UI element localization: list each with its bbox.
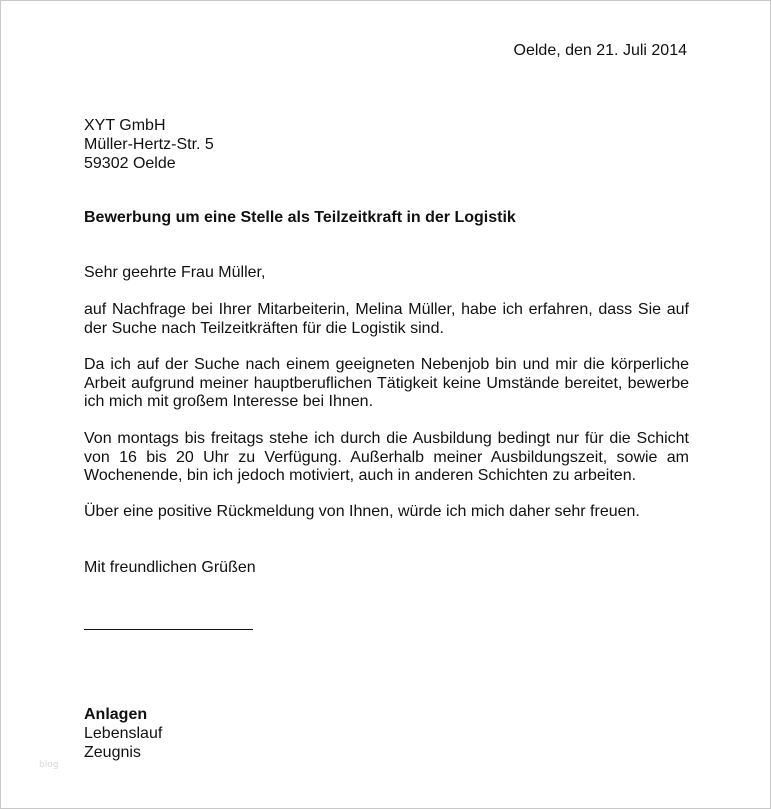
attachment-item: Zeugnis bbox=[84, 744, 141, 761]
attachments-block bbox=[84, 706, 162, 763]
recipient-address bbox=[84, 117, 214, 174]
recipient-city: 59302 Oelde bbox=[84, 155, 176, 172]
letter-date: Oelde, den 21. Juli 2014 bbox=[513, 42, 687, 59]
recipient-company: XYT GmbH bbox=[84, 117, 166, 134]
body-paragraph-2: Da ich auf der Suche nach einem geeigneten Nebenjob bin und mir die körperliche Arbeit aufgrund meiner hauptberuflichen Tätigkeit keine Umstände bereitet, bewerbe ich mich mit großem Interesse bei Ihnen. bbox=[84, 356, 689, 410]
letter-subject: Bewerbung um eine Stelle als Teilzeitkraft in der Logistik bbox=[84, 209, 516, 226]
attachment-item: Lebenslauf bbox=[84, 725, 163, 742]
letter-closing: Mit freundlichen Grüßen bbox=[84, 559, 256, 576]
attachments-heading: Anlagen bbox=[84, 706, 148, 723]
recipient-street: Müller-Hertz-Str. 5 bbox=[84, 136, 214, 153]
letter-salutation: Sehr geehrte Frau Müller, bbox=[84, 264, 266, 281]
signature-line bbox=[84, 629, 253, 630]
watermark: blog bbox=[39, 760, 59, 770]
body-paragraph-4: Über eine positive Rückmeldung von Ihnen, würde ich mich daher sehr freuen. bbox=[84, 503, 640, 520]
body-paragraph-3: Von montags bis freitags stehe ich durch die Ausbildung bedingt nur für die Schicht von 16 bis 20 Uhr zu Verfügung. Außerhalb meiner Ausbildungszeit, sowie am Wochenende, bin ich jedoch motiviert, auch in anderen Schichten zu arbeiten. bbox=[84, 430, 689, 484]
body-paragraph-1: auf Nachfrage bei Ihrer Mitarbeiterin, Melina Müller, habe ich erfahren, dass Sie auf der Suche nach Teilzeitkräften für die Logistik sind. bbox=[84, 301, 689, 337]
